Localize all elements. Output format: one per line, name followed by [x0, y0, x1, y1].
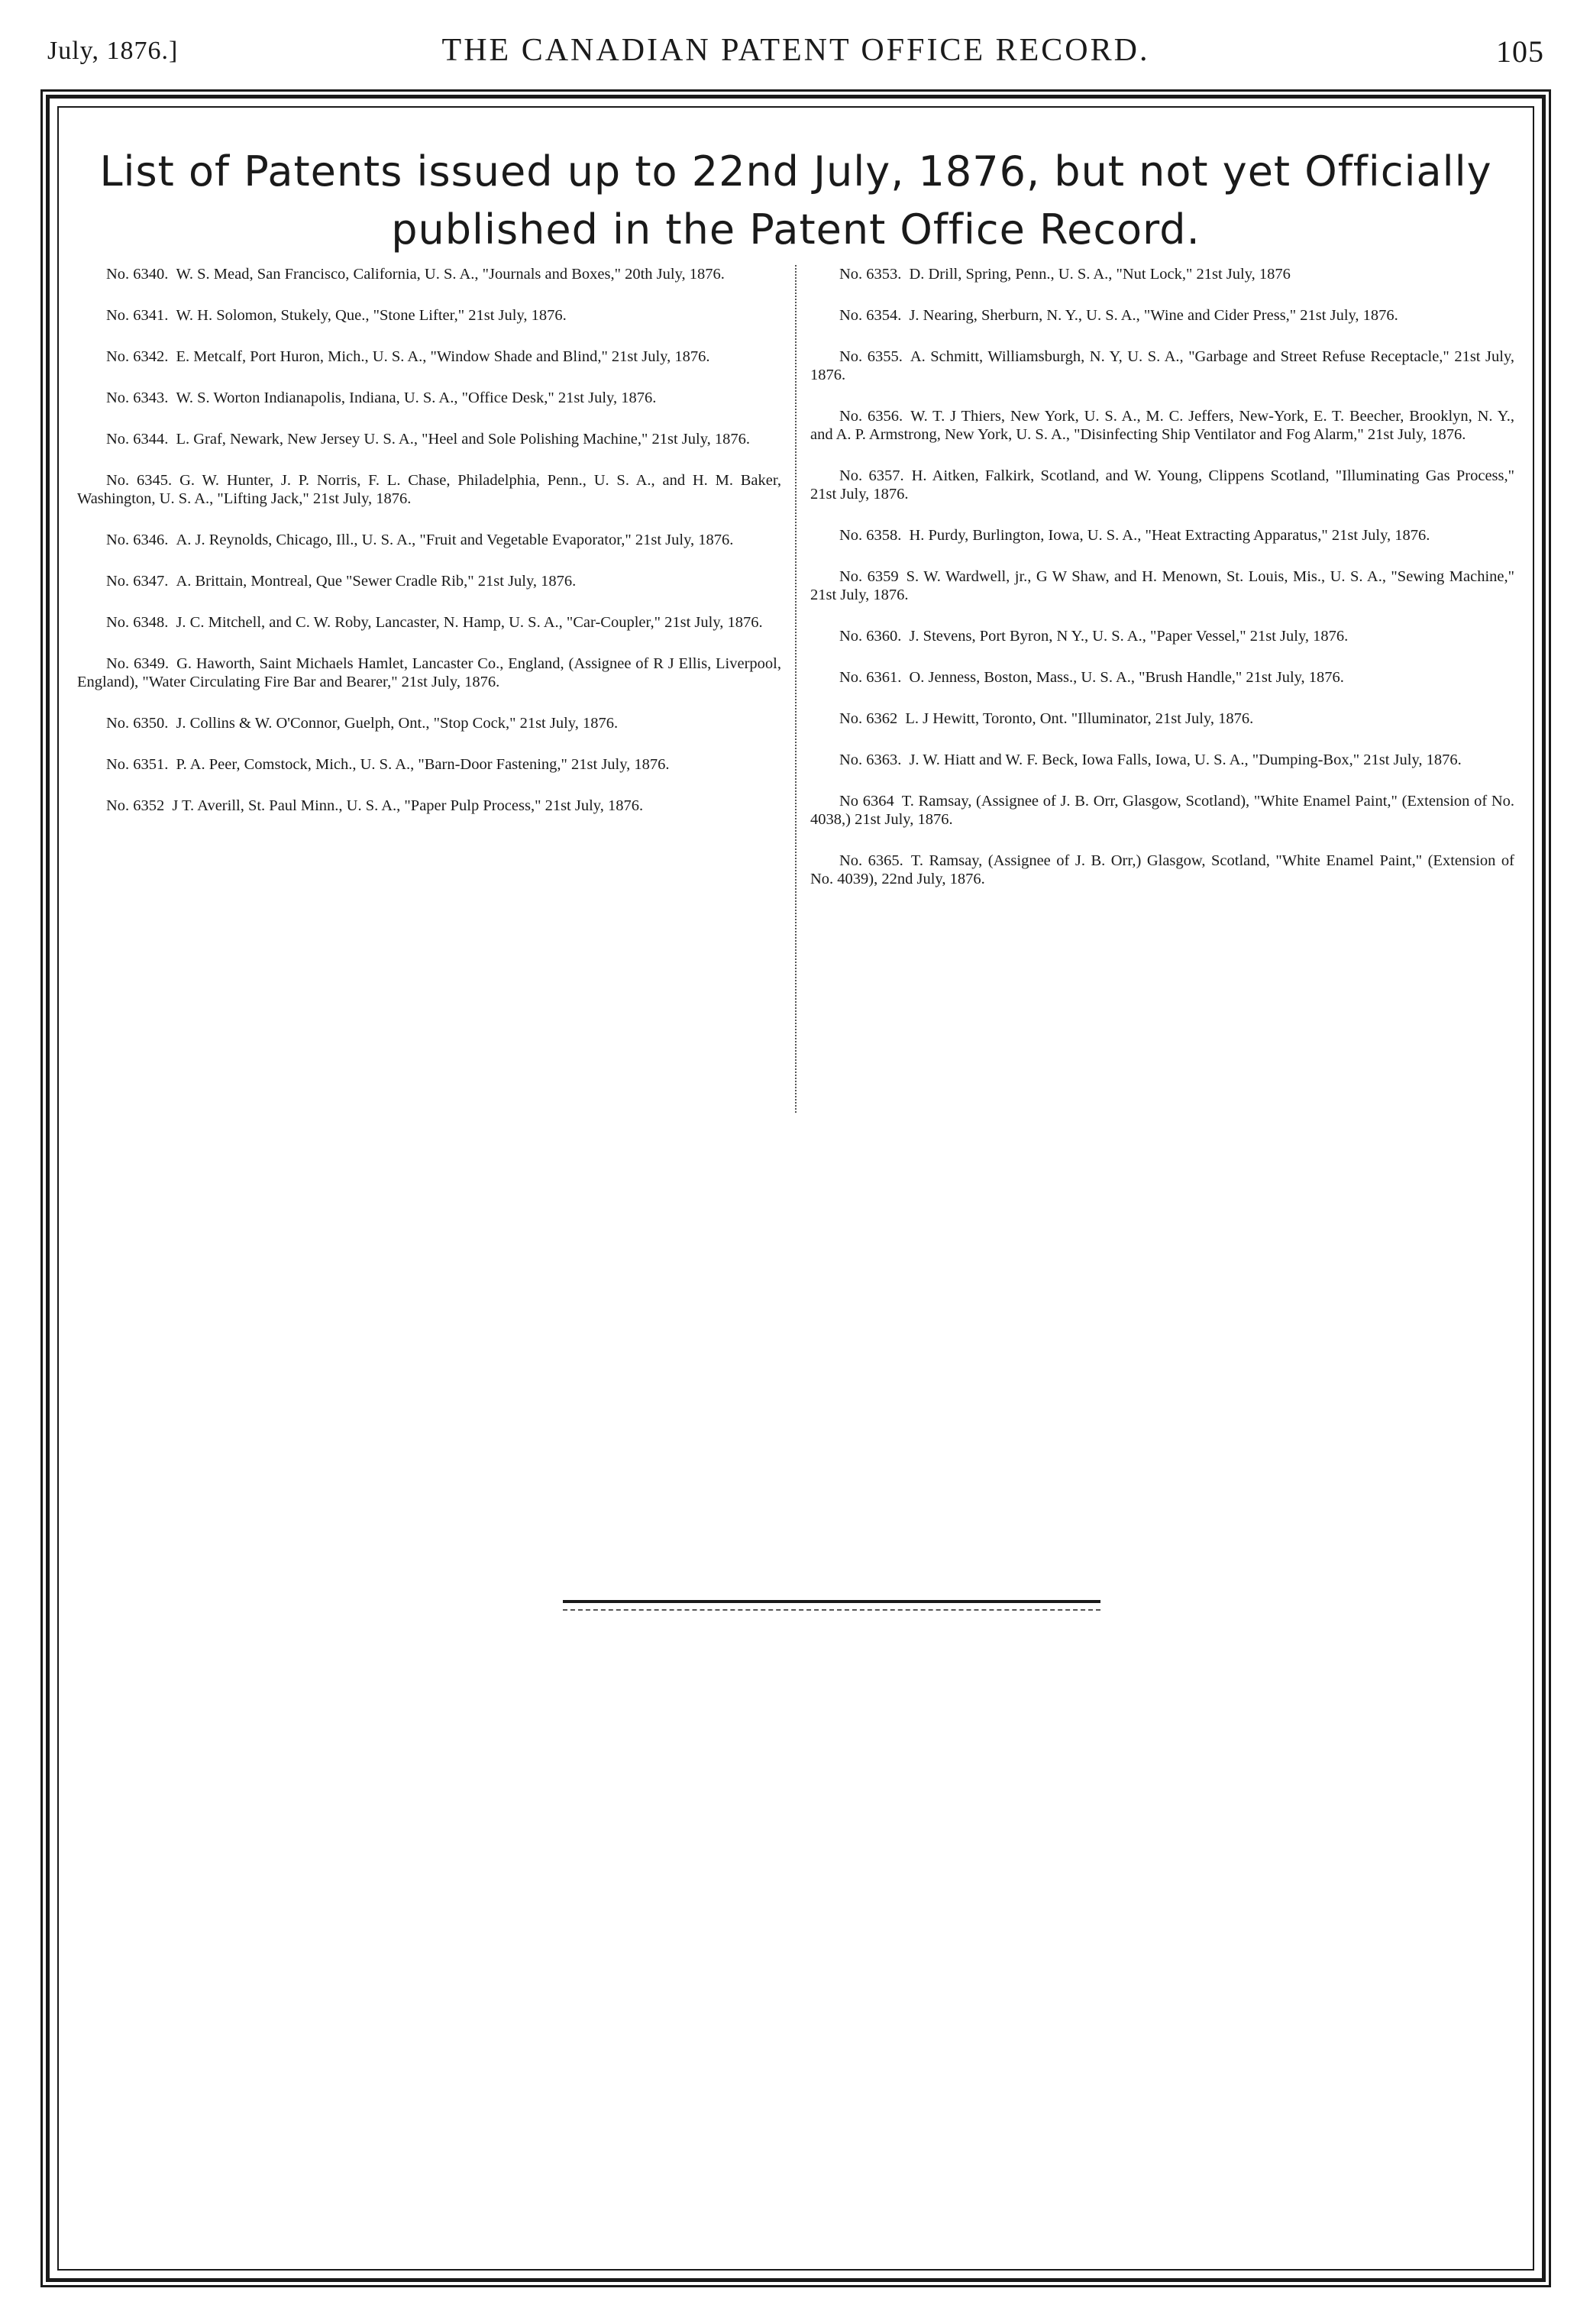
patent-entry	[77, 572, 781, 590]
patent-details: W. S. Worton Indianapolis, Indiana, U. S. A., "Office Desk," 21st July, 1876.	[176, 389, 657, 406]
patent-details: J. Collins & W. O'Connor, Guelph, Ont., "Stop Cock," 21st July, 1876.	[176, 715, 619, 732]
patent-number: No. 6355.	[839, 348, 903, 365]
patent-entry	[810, 751, 1514, 769]
patent-number: No. 6346.	[106, 532, 169, 548]
patent-number: No. 6363.	[839, 752, 902, 768]
patent-entry	[810, 347, 1514, 384]
patent-number: No. 6340.	[106, 266, 169, 283]
patent-details: S. W. Wardwell, jr., G W Shaw, and H. Menown, St. Louis, Mis., U. S. A., "Sewing Machine," 21st July, 1876.	[810, 568, 1514, 603]
patent-number: No. 6359	[839, 568, 899, 585]
patent-details: J. Stevens, Port Byron, N Y., U. S. A., "Paper Vessel," 21st July, 1876.	[909, 628, 1349, 645]
patent-number: No. 6350.	[106, 715, 169, 732]
patent-number: No. 6344.	[106, 431, 169, 448]
patent-number: No. 6348.	[106, 614, 169, 631]
patent-details: A. Schmitt, Williamsburgh, N. Y, U. S. A., "Garbage and Street Refuse Receptacle," 21st July, 1876.	[810, 348, 1514, 383]
patent-details: A. J. Reynolds, Chicago, Ill., U. S. A., "Fruit and Vegetable Evaporator," 21st July, 1876.	[176, 532, 734, 548]
patent-number: No. 6362	[839, 710, 898, 727]
patent-details: W. S. Mead, San Francisco, California, U. S. A., "Journals and Boxes," 20th July, 1876.	[176, 266, 725, 283]
patent-details: J. C. Mitchell, and C. W. Roby, Lancaster, N. Hamp, U. S. A., "Car-Coupler," 21st July, 1876.	[176, 614, 763, 631]
patent-entry	[77, 347, 781, 366]
patent-entry	[810, 407, 1514, 444]
patent-entry	[810, 467, 1514, 503]
patent-details: H. Purdy, Burlington, Iowa, U. S. A., "Heat Extracting Apparatus," 21st July, 1876.	[909, 527, 1430, 544]
patent-entry	[810, 265, 1514, 283]
patent-entry	[77, 797, 781, 815]
patent-number: No. 6361.	[839, 669, 902, 686]
patent-entry	[810, 852, 1514, 888]
patent-entry	[77, 389, 781, 407]
patent-number: No. 6347.	[106, 573, 169, 590]
patent-number: No. 6356.	[839, 408, 903, 425]
patent-number: No. 6343.	[106, 389, 169, 406]
patent-entry	[810, 627, 1514, 645]
patent-details: T. Ramsay, (Assignee of J. B. Orr, Glasgow, Scotland), "White Enamel Paint," (Extension of No. 4038,) 21st July, 1876.	[810, 793, 1514, 828]
patent-details: G. Haworth, Saint Michaels Hamlet, Lancaster Co., England, (Assignee of R J Ellis, Liverpool, England), "Water Circulating Fire Bar and Bearer," 21st July, 1876.	[77, 655, 781, 690]
patent-column-left	[77, 265, 781, 838]
patent-number: No. 6341.	[106, 307, 169, 324]
patent-entry	[810, 668, 1514, 687]
patent-entry	[810, 792, 1514, 829]
patent-details: A. Brittain, Montreal, Que "Sewer Cradle Rib," 21st July, 1876.	[176, 573, 577, 590]
patent-number: No. 6351.	[106, 756, 169, 773]
patent-entry	[77, 531, 781, 549]
patent-entry	[77, 655, 781, 691]
closing-rule-solid	[563, 1600, 1100, 1603]
patent-number: No. 6342.	[106, 348, 169, 365]
patent-number: No. 6360.	[839, 628, 902, 645]
patent-entry	[77, 306, 781, 325]
patent-number: No. 6353.	[839, 266, 902, 283]
list-title: List of Patents issued up to 22nd July, 1876, but not yet Officially published in the Patent Office Record.	[99, 147, 1492, 254]
patent-number: No. 6358.	[839, 527, 902, 544]
patent-number: No. 6352	[106, 797, 165, 814]
patent-entry	[810, 306, 1514, 325]
patent-number: No. 6357.	[839, 467, 904, 484]
patent-details: J. W. Hiatt and W. F. Beck, Iowa Falls, Iowa, U. S. A., "Dumping-Box," 21st July, 1876.	[909, 752, 1462, 768]
patent-column-right	[810, 265, 1514, 911]
page-number: 105	[1496, 34, 1544, 69]
issue-date: July, 1876.]	[47, 37, 179, 65]
patent-details: O. Jenness, Boston, Mass., U. S. A., "Brush Handle," 21st July, 1876.	[909, 669, 1344, 686]
patent-number: No. 6365.	[839, 852, 903, 869]
running-head	[47, 32, 1544, 78]
page-frame	[46, 95, 1546, 2282]
patent-number: No 6364	[839, 793, 894, 810]
patent-details: W. H. Solomon, Stukely, Que., "Stone Lifter," 21st July, 1876.	[176, 307, 567, 324]
patent-details: W. T. J Thiers, New York, U. S. A., M. C. Jeffers, New-York, E. T. Beecher, Brooklyn, N. Y., and A. P. Armstrong, New York, U. S. A., "Disinfecting Ship Ventilator and Fog Alarm," 21st July, 1876.	[810, 408, 1514, 443]
patent-details: T. Ramsay, (Assignee of J. B. Orr,) Glasgow, Scotland, "White Enamel Paint," (Extension of No. 4039), 22nd July, 1876.	[810, 852, 1514, 887]
patent-details: J T. Averill, St. Paul Minn., U. S. A., "Paper Pulp Process," 21st July, 1876.	[172, 797, 644, 814]
patent-number: No. 6354.	[839, 307, 902, 324]
patent-details: L. Graf, Newark, New Jersey U. S. A., "Heel and Sole Polishing Machine," 21st July, 1876.	[176, 431, 751, 448]
patent-details: D. Drill, Spring, Penn., U. S. A., "Nut Lock," 21st July, 1876	[909, 266, 1291, 283]
patent-details: L. J Hewitt, Toronto, Ont. "Illuminator, 21st July, 1876.	[905, 710, 1254, 727]
patent-details: G. W. Hunter, J. P. Norris, F. L. Chase, Philadelphia, Penn., U. S. A., and H. M. Baker, Washington, U. S. A., "Lifting Jack," 21st July, 1876.	[77, 472, 781, 507]
journal-title: THE CANADIAN PATENT OFFICE RECORD.	[441, 33, 1150, 68]
patent-entry	[77, 430, 781, 448]
patent-details: E. Metcalf, Port Huron, Mich., U. S. A., "Window Shade and Blind," 21st July, 1876.	[176, 348, 710, 365]
patent-entry	[810, 567, 1514, 604]
patent-entry	[77, 755, 781, 774]
patent-details: H. Aitken, Falkirk, Scotland, and W. Young, Clippens Scotland, "Illuminating Gas Process," 21st July, 1876.	[810, 467, 1515, 503]
patent-entry	[77, 714, 781, 732]
patent-details: P. A. Peer, Comstock, Mich., U. S. A., "Barn-Door Fastening," 21st July, 1876.	[176, 756, 670, 773]
closing-rule	[563, 1600, 1100, 1611]
column-divider	[795, 265, 797, 1113]
patent-entry	[810, 709, 1514, 728]
patent-number: No. 6349.	[106, 655, 170, 672]
patent-number: No. 6345.	[106, 472, 173, 489]
patent-entry	[77, 471, 781, 508]
patent-entry	[77, 265, 781, 283]
patent-entry	[810, 526, 1514, 545]
patent-details: J. Nearing, Sherburn, N. Y., U. S. A., "Wine and Cider Press," 21st July, 1876.	[909, 307, 1398, 324]
patent-entry	[77, 613, 781, 632]
closing-rule-dashed	[563, 1609, 1100, 1611]
